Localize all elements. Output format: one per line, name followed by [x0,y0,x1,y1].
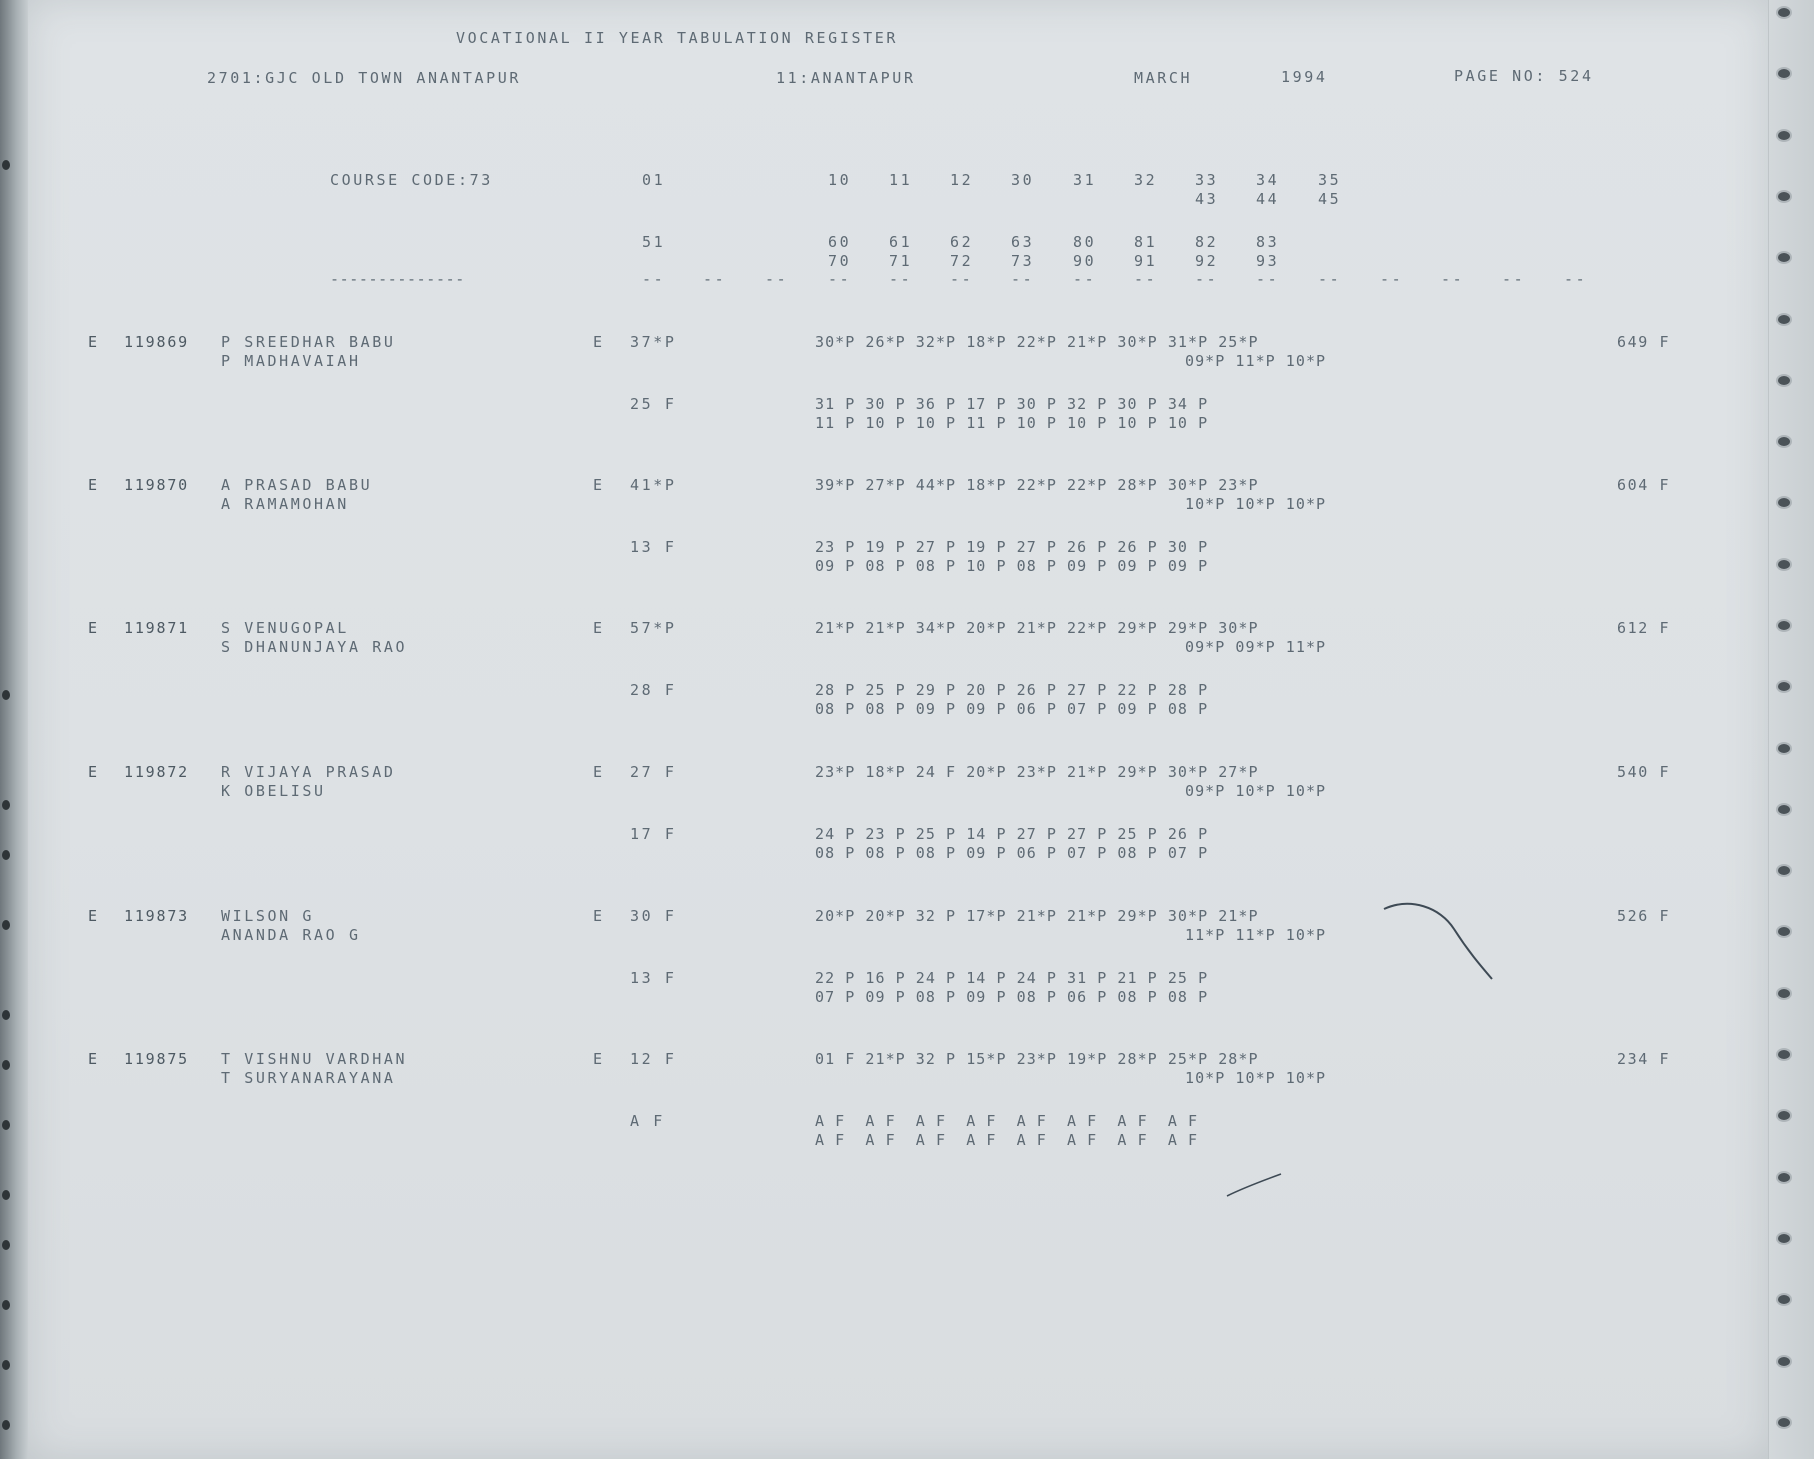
column-code: 32 [1134,171,1158,189]
subject-marks-line-3: 31 P 30 P 36 P 17 P 30 P 32 P 30 P 34 P [815,395,1209,413]
hall-ticket-number: 119873 [124,907,189,925]
subject-marks-line-3: 24 P 23 P 25 P 14 P 27 P 27 P 25 P 26 P [815,825,1209,843]
first-language-part-b: 17 F [630,825,677,843]
subject-marks-line-2: 10*P 10*P 10*P [1185,495,1327,513]
column-code: 33 [1195,171,1219,189]
course-code: COURSE CODE:73 [330,171,493,189]
subject-marks-line-1: 21*P 21*P 34*P 20*P 21*P 22*P 29*P 29*P 30*P [815,619,1259,637]
parent-name: T SURYANARAYANA [221,1069,396,1087]
binding-hole [2,160,10,170]
column-divider: -- [950,270,974,288]
feed-hole [1778,1357,1790,1366]
binding-hole [2,920,10,930]
subject-marks-line-4: 08 P 08 P 08 P 09 P 06 P 07 P 08 P 07 P [815,844,1209,862]
parent-name: S DHANUNJAYA RAO [221,638,408,656]
page-number: PAGE NO: 524 [1454,67,1594,85]
first-language-mark: 57*P [630,619,677,637]
feed-hole [1778,621,1790,630]
binding-hole [2,1240,10,1250]
subject-marks-line-4: 09 P 08 P 08 P 10 P 08 P 09 P 09 P 09 P [815,557,1209,575]
column-code: 44 [1256,190,1280,208]
feed-hole [1778,69,1790,78]
column-code: 83 [1256,233,1280,251]
column-code: 60 [828,233,852,251]
subject-marks-line-2: 11*P 11*P 10*P [1185,926,1327,944]
subject-marks-line-2: 09*P 09*P 11*P [1185,638,1327,656]
column-divider: -- [1502,270,1526,288]
first-language-mark: 27 F [630,763,677,781]
subject-marks-line-2: 10*P 10*P 10*P [1185,1069,1327,1087]
feed-hole [1778,8,1790,17]
medium-code: E [593,763,605,781]
register-title: VOCATIONAL II YEAR TABULATION REGISTER [456,29,898,47]
column-code-01: 01 [642,171,666,189]
first-language-mark: 37*P [630,333,677,351]
first-language-mark: 30 F [630,907,677,925]
record-type: E [88,333,100,351]
subject-marks-line-4: A F A F A F A F A F A F A F A F [815,1131,1199,1149]
first-language-mark: 12 F [630,1050,677,1068]
record-type: E [88,907,100,925]
course-code-underline: -------------- [330,270,465,288]
column-code: 81 [1134,233,1158,251]
subject-marks-line-1: 20*P 20*P 32 P 17*P 21*P 21*P 29*P 30*P 21*P [815,907,1259,925]
parent-name: ANANDA RAO G [221,926,361,944]
binding-hole [2,1120,10,1130]
first-language-part-b: 28 F [630,681,677,699]
column-code: 10 [828,171,852,189]
column-divider: -- [642,270,666,288]
record-type: E [88,619,100,637]
binding-hole [2,1300,10,1310]
exam-month: MARCH [1134,69,1193,87]
subject-marks-line-1: 39*P 27*P 44*P 18*P 22*P 22*P 28*P 30*P 23*P [815,476,1259,494]
subject-marks-line-4: 11 P 10 P 10 P 11 P 10 P 10 P 10 P 10 P [815,414,1209,432]
feed-hole [1778,744,1790,753]
subject-marks-line-3: 23 P 19 P 27 P 19 P 27 P 26 P 26 P 30 P [815,538,1209,556]
feed-hole [1778,1295,1790,1304]
binding-hole [2,1190,10,1200]
subject-marks-line-2: 09*P 10*P 10*P [1185,782,1327,800]
tractor-feed-strip [1768,0,1814,1459]
grand-total: 540 F [1617,763,1671,781]
column-code: 90 [1073,252,1097,270]
binding-hole [2,1060,10,1070]
hall-ticket-number: 119875 [124,1050,189,1068]
column-divider: -- [703,270,727,288]
first-language-part-b: A F [630,1112,665,1130]
feed-hole [1778,376,1790,385]
parent-name: K OBELISU [221,782,326,800]
student-name: A PRASAD BABU [221,476,373,494]
hall-ticket-number: 119871 [124,619,189,637]
medium-code: E [593,333,605,351]
column-code: 30 [1011,171,1035,189]
column-code-51: 51 [642,233,666,251]
record-type: E [88,476,100,494]
subject-marks-line-1: 01 F 21*P 32 P 15*P 23*P 19*P 28*P 25*P 28*P [815,1050,1259,1068]
tabulation-sheet [28,0,1768,1459]
parent-name: P MADHAVAIAH [221,352,361,370]
grand-total: 604 F [1617,476,1671,494]
student-name: S VENUGOPAL [221,619,349,637]
column-code: 91 [1134,252,1158,270]
student-name: R VIJAYA PRASAD [221,763,396,781]
column-code: 45 [1318,190,1342,208]
hall-ticket-number: 119872 [124,763,189,781]
column-divider: -- [1134,270,1158,288]
binding-hole [2,800,10,810]
feed-hole [1778,131,1790,140]
binding-hole [2,690,10,700]
grand-total: 526 F [1617,907,1671,925]
first-language-part-b: 25 F [630,395,677,413]
feed-hole [1778,498,1790,507]
subject-marks-line-3: A F A F A F A F A F A F A F A F [815,1112,1199,1130]
feed-hole [1778,1111,1790,1120]
feed-hole [1778,437,1790,446]
first-language-part-b: 13 F [630,538,677,556]
column-code: 43 [1195,190,1219,208]
record-type: E [88,1050,100,1068]
subject-marks-line-4: 07 P 09 P 08 P 09 P 08 P 06 P 08 P 08 P [815,988,1209,1006]
feed-hole [1778,1173,1790,1182]
medium-code: E [593,619,605,637]
subject-marks-line-2: 09*P 11*P 10*P [1185,352,1327,370]
column-divider: -- [1380,270,1404,288]
column-divider: -- [1256,270,1280,288]
college-name: 2701:GJC OLD TOWN ANANTAPUR [207,69,522,87]
column-code: 12 [950,171,974,189]
feed-hole [1778,805,1790,814]
feed-hole [1778,989,1790,998]
column-code: 35 [1318,171,1342,189]
district-name: 11:ANANTAPUR [776,69,916,87]
column-code: 82 [1195,233,1219,251]
column-divider: -- [1195,270,1219,288]
grand-total: 234 F [1617,1050,1671,1068]
first-language-part-b: 13 F [630,969,677,987]
column-divider: -- [828,270,852,288]
column-code: 71 [889,252,913,270]
column-divider: -- [1011,270,1035,288]
column-divider: -- [889,270,913,288]
feed-hole [1778,1418,1790,1427]
feed-hole [1778,315,1790,324]
feed-hole [1778,1234,1790,1243]
subject-marks-line-3: 22 P 16 P 24 P 14 P 24 P 31 P 21 P 25 P [815,969,1209,987]
column-divider: -- [1441,270,1465,288]
exam-year: 1994 [1281,68,1328,86]
feed-hole [1778,253,1790,262]
column-code: 61 [889,233,913,251]
pen-stroke-mark [1380,895,1500,985]
grand-total: 649 F [1617,333,1671,351]
column-code: 63 [1011,233,1035,251]
feed-hole [1778,927,1790,936]
column-code: 62 [950,233,974,251]
student-name: T VISHNU VARDHAN [221,1050,408,1068]
feed-hole [1778,1050,1790,1059]
column-code: 11 [889,171,913,189]
binding-hole [2,850,10,860]
grand-total: 612 F [1617,619,1671,637]
binding-hole [2,1420,10,1430]
medium-code: E [593,476,605,494]
pen-tick-mark [1225,1170,1285,1200]
column-code: 72 [950,252,974,270]
subject-marks-line-3: 28 P 25 P 29 P 20 P 26 P 27 P 22 P 28 P [815,681,1209,699]
binding-hole [2,1360,10,1370]
parent-name: A RAMAMOHAN [221,495,349,513]
column-code: 31 [1073,171,1097,189]
column-divider: -- [765,270,789,288]
feed-hole [1778,560,1790,569]
column-code: 70 [828,252,852,270]
hall-ticket-number: 119870 [124,476,189,494]
column-code: 92 [1195,252,1219,270]
column-code: 93 [1256,252,1280,270]
subject-marks-line-4: 08 P 08 P 09 P 09 P 06 P 07 P 09 P 08 P [815,700,1209,718]
column-divider: -- [1318,270,1342,288]
medium-code: E [593,907,605,925]
medium-code: E [593,1050,605,1068]
feed-hole [1778,192,1790,201]
first-language-mark: 41*P [630,476,677,494]
column-divider: -- [1564,270,1588,288]
student-name: P SREEDHAR BABU [221,333,396,351]
subject-marks-line-1: 30*P 26*P 32*P 18*P 22*P 21*P 30*P 31*P 25*P [815,333,1259,351]
binding-hole [2,1010,10,1020]
feed-hole [1778,682,1790,691]
feed-hole [1778,866,1790,875]
subject-marks-line-1: 23*P 18*P 24 F 20*P 23*P 21*P 29*P 30*P 27*P [815,763,1259,781]
column-code: 34 [1256,171,1280,189]
student-name: WILSON G [221,907,315,925]
record-type: E [88,763,100,781]
column-divider: -- [1073,270,1097,288]
column-code: 73 [1011,252,1035,270]
column-code: 80 [1073,233,1097,251]
hall-ticket-number: 119869 [124,333,189,351]
